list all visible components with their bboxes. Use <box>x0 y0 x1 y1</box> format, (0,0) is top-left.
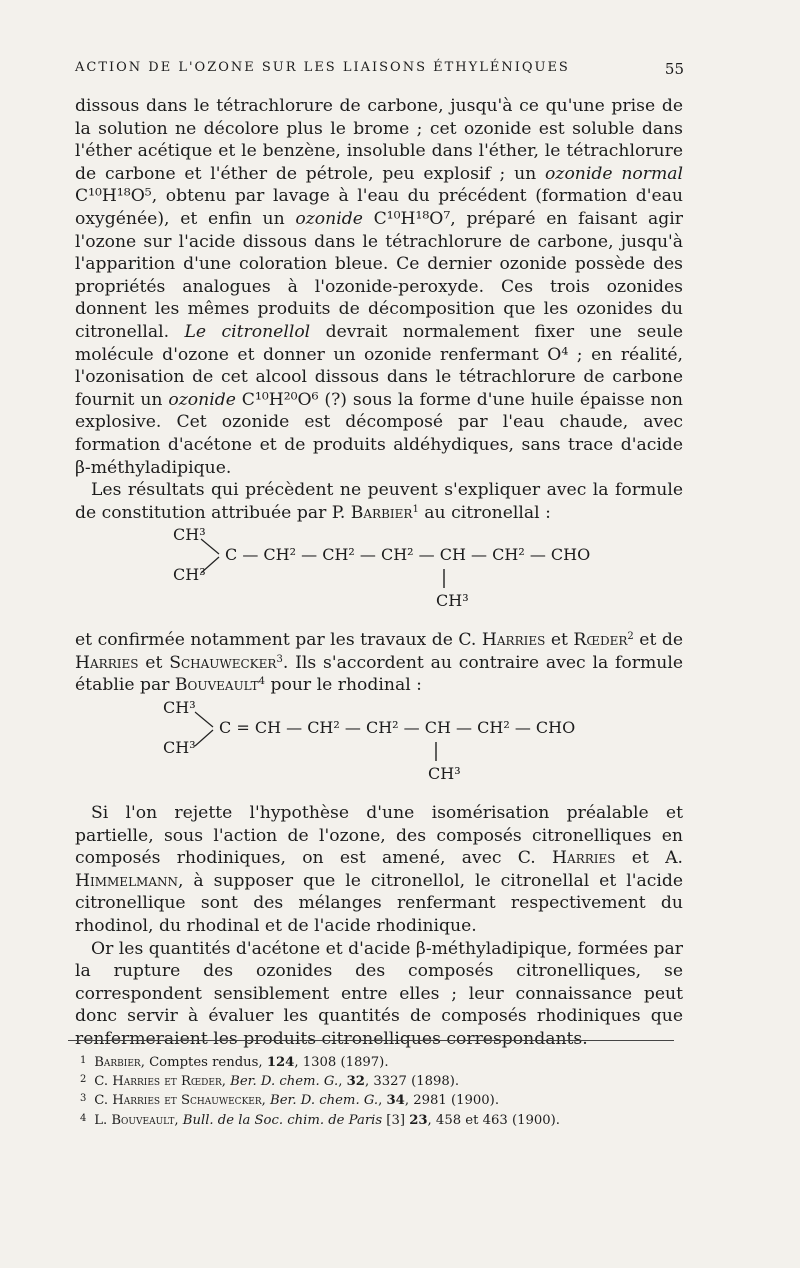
footnote-divider <box>68 1040 674 1041</box>
methyl-top: CH³ <box>173 525 206 545</box>
main-chain: C = CH — CH² — CH² — CH — CH² — CHO <box>219 718 576 738</box>
methyl-bottom: CH³ <box>173 565 206 585</box>
methyl-branch: CH³ <box>436 591 469 611</box>
paragraph-harries: et confirmée notamment par les travaux de C. Harries et Rœder$^2$ et de Harries et Schauwecker$^3$. Ils s'accordent au contraire avec la formule établie par Bouveault$^4$ pour le rhodinal : <box>75 630 684 696</box>
paragraph-isomerisation: Si l'on rejette l'hypothèse d'une isomérisation préalable et partielle, sous l'action de l'ozone, des composés citronelliques en composés rhodiniques, on est amené, avec C. Harries et A. Himmelmann, à supposer que le citronellol, le citronellal et l'acide citronellique sont des mélanges renfermant respectivement du rhodinol, du rhodinal et de l'acide rhodinique. <box>75 803 683 937</box>
footnote: 1 Barbier, Comptes rendus, 124, 1308 (1897). <box>80 1055 389 1070</box>
citronellal-formula <box>75 524 683 629</box>
methyl-branch: CH³ <box>428 764 461 784</box>
main-chain: C — CH² — CH² — CH² — CH — CH² — CHO <box>225 545 591 565</box>
footnote: 3 C. Harries et Schauwecker, Ber. D. chem. G., 34, 2981 (1900). <box>80 1093 500 1109</box>
formula-bonds <box>75 524 683 629</box>
methyl-top: CH³ <box>163 698 196 718</box>
page-number: 55 <box>664 60 684 78</box>
footnote: 2 C. Harries et Rœder, Ber. D. chem. G., 32, 3327 (1898). <box>80 1074 460 1090</box>
running-title: ACTION DE L'OZONE SUR LES LIAISONS ÉTHYLÉNIQUES <box>75 60 570 75</box>
footnote: 4 L. Bouveault, Bull. de la Soc. chim. de Paris [3] 23, 458 et 463 (1900). <box>80 1112 560 1128</box>
paragraph-ozonides: dissous dans le tétrachlorure de carbone, jusqu'à ce qu'une prise de la solution ne décolore plus le brome ; cet ozonide est soluble dans l'éther acétique et le benzène, insoluble dans l'éther, le tétrachlorure de carbone et l'éther de pétrole, peu explosif ; un ozonide normal C¹⁰H¹⁸O⁵, obtenu par lavage à l'eau du précédent (formation d'eau oxygénée), et enfin un ozonide C¹⁰H¹⁸O⁷, préparé en faisant agir l'ozone sur l'acide dissous dans le tétrachlorure de carbone, jusqu'à l'apparition d'une coloration bleue. Ce dernier ozonide possède des propriétés analogues à l'ozonide-peroxyde. Ces trois ozonides donnent les mêmes produits de décomposition que les ozonides du citronellal. Le citronellol devrait normalement fixer une seule molécule d'ozone et donner un ozonide renfermant O⁴ ; en réalité, l'ozonisation de cet alcool dissous dans le tétrachlorure de carbone fournit un ozonide C¹⁰H²⁰O⁶ (?) sous la forme d'une huile épaisse non explosive. Cet ozonide est décomposé par l'eau chaude, avec formation d'acétone et de produits aldéhydiques, sans trace d'acide β-méthyladipique. <box>75 96 683 478</box>
paragraph-barbier: Les résultats qui précèdent ne peuvent s'expliquer avec la formule de constitution attribuée par P. Barbier$^1$ au citronellal : <box>75 480 683 523</box>
paragraph-quantites: Or les quantités d'acétone et d'acide β-méthyladipique, formées par la rupture des ozonides des composés citronelliques, se correspondent sensiblement entre elles ; leur connaissance peut donc servir à évaluer les quantités de composés rhodiniques que renfermeraient les produits citronelliques correspondants. <box>75 938 684 1049</box>
footnotes <box>80 1052 680 1129</box>
rhodinal-formula <box>75 697 683 802</box>
body-text <box>75 95 683 1051</box>
methyl-bottom: CH³ <box>163 738 196 758</box>
running-header <box>75 60 684 78</box>
